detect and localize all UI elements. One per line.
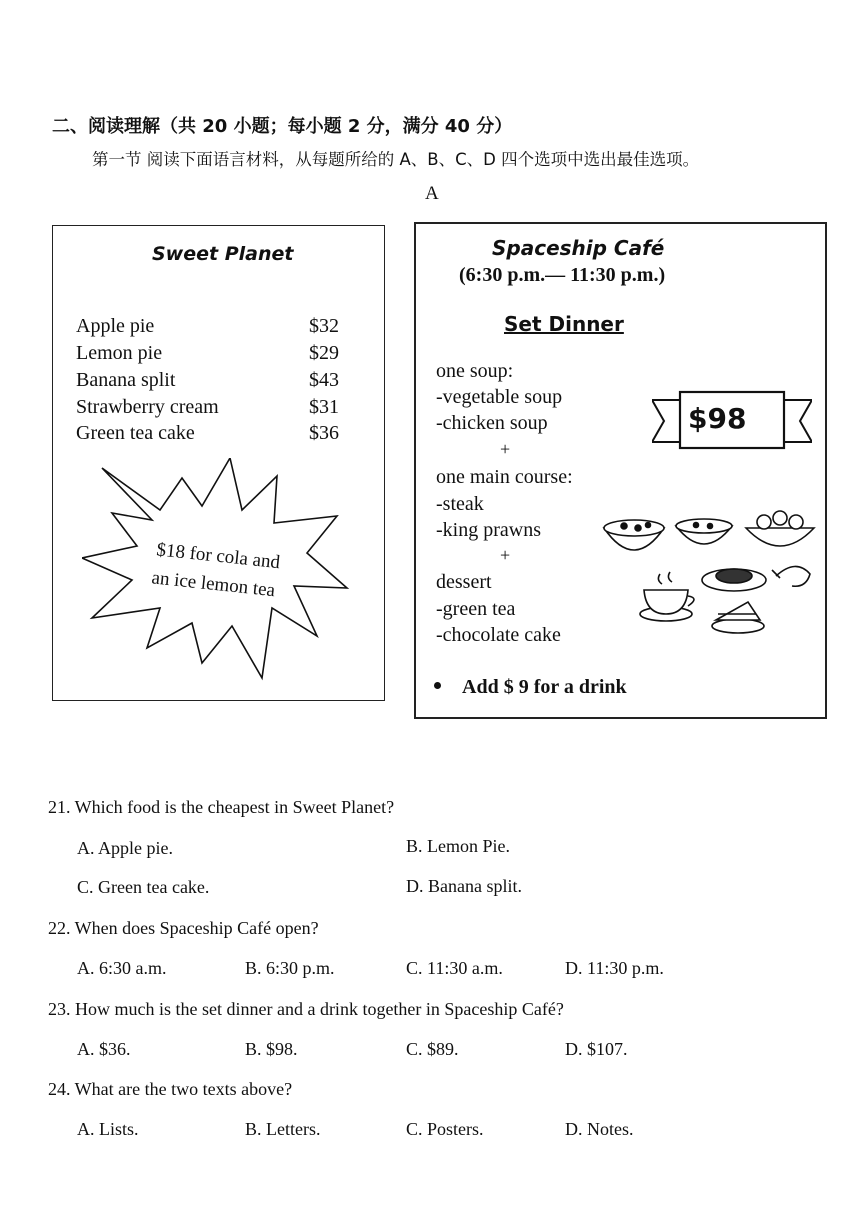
dinner-line: one soup: <box>436 360 514 382</box>
drink-note: Add $ 9 for a drink <box>462 676 627 698</box>
food-illustrations <box>600 510 822 640</box>
dinner-line: dessert <box>436 571 492 593</box>
set-price-badge: $98 <box>688 402 747 435</box>
dinner-line: -steak <box>436 493 484 515</box>
menu-item-price: $43 <box>309 369 339 391</box>
tea-cup-icon <box>640 572 694 621</box>
sweet-planet-title: Sweet Planet <box>152 243 294 265</box>
menu-item-price: $36 <box>309 422 339 444</box>
answer-option[interactable]: C. Posters. <box>406 1119 484 1139</box>
cafe-hours: (6:30 p.m.— 11:30 p.m.) <box>459 264 666 286</box>
answer-option[interactable]: A. 6:30 a.m. <box>77 958 167 978</box>
question-stem: 21. Which food is the cheapest in Sweet Planet? <box>48 797 395 817</box>
burst-line-2: an ice lemon tea <box>150 567 277 602</box>
answer-option[interactable]: C. 11:30 a.m. <box>406 958 503 978</box>
menu-item-price: $29 <box>309 342 339 364</box>
dinner-line: -vegetable soup <box>436 386 563 408</box>
question-stem: 22. When does Spaceship Café open? <box>48 918 319 938</box>
soup-bowl-icon <box>676 519 732 544</box>
answer-option[interactable]: D. $107. <box>565 1039 628 1059</box>
answer-option[interactable]: A. Apple pie. <box>77 838 173 858</box>
burst-line-1: $18 for cola and <box>155 539 282 574</box>
answer-option[interactable]: A. $36. <box>77 1039 131 1059</box>
menu-item-name: Apple pie <box>76 315 155 337</box>
bullet-icon <box>434 682 441 689</box>
dinner-line: -green tea <box>436 598 516 620</box>
starburst-shape <box>82 458 362 683</box>
steak-plate-icon <box>702 569 766 591</box>
menu-item-name: Lemon pie <box>76 342 163 364</box>
prawn-icon <box>772 566 810 586</box>
answer-option[interactable]: D. Banana split. <box>406 876 522 896</box>
answer-option[interactable]: B. 6:30 p.m. <box>245 958 335 978</box>
soup-bowl-icon <box>604 520 664 550</box>
answer-option[interactable]: B. Letters. <box>245 1119 321 1139</box>
answer-option[interactable]: A. Lists. <box>77 1119 139 1139</box>
plus-sign: + <box>500 439 511 459</box>
question-stem: 24. What are the two texts above? <box>48 1079 293 1099</box>
menu-item-price: $32 <box>309 315 339 337</box>
plus-sign: + <box>500 545 511 565</box>
menu-item-price: $31 <box>309 396 339 418</box>
dinner-line: -chocolate cake <box>436 624 561 646</box>
dinner-line: -chicken soup <box>436 412 548 434</box>
cake-slice-icon <box>712 602 764 633</box>
dinner-line: -king prawns <box>436 519 541 541</box>
answer-option[interactable]: C. Green tea cake. <box>77 877 210 897</box>
answer-option[interactable]: D. Notes. <box>565 1119 634 1139</box>
answer-option[interactable]: B. $98. <box>245 1039 298 1059</box>
question-stem: 23. How much is the set dinner and a drink together in Spaceship Café? <box>48 999 564 1019</box>
answer-option[interactable]: B. Lemon Pie. <box>406 836 510 856</box>
section-instruction: 第一节 阅读下面语言材料，从每题所给的 A、B、C、D 四个选项中选出最佳选项。 <box>92 150 700 169</box>
passage-letter: A <box>425 183 439 204</box>
answer-option[interactable]: D. 11:30 p.m. <box>565 958 664 978</box>
menu-item-name: Green tea cake <box>76 422 195 444</box>
menu-item-name: Strawberry cream <box>76 396 219 418</box>
dinner-line: one main course: <box>436 466 573 488</box>
section-heading: 二、阅读理解（共 20 小题；每小题 2 分，满分 40 分） <box>52 116 513 137</box>
spaceship-cafe-title: Spaceship Café <box>492 236 665 260</box>
salad-bowl-icon <box>746 511 814 546</box>
set-dinner-title: Set Dinner <box>504 312 624 336</box>
answer-option[interactable]: C. $89. <box>406 1039 459 1059</box>
menu-item-name: Banana split <box>76 369 176 391</box>
